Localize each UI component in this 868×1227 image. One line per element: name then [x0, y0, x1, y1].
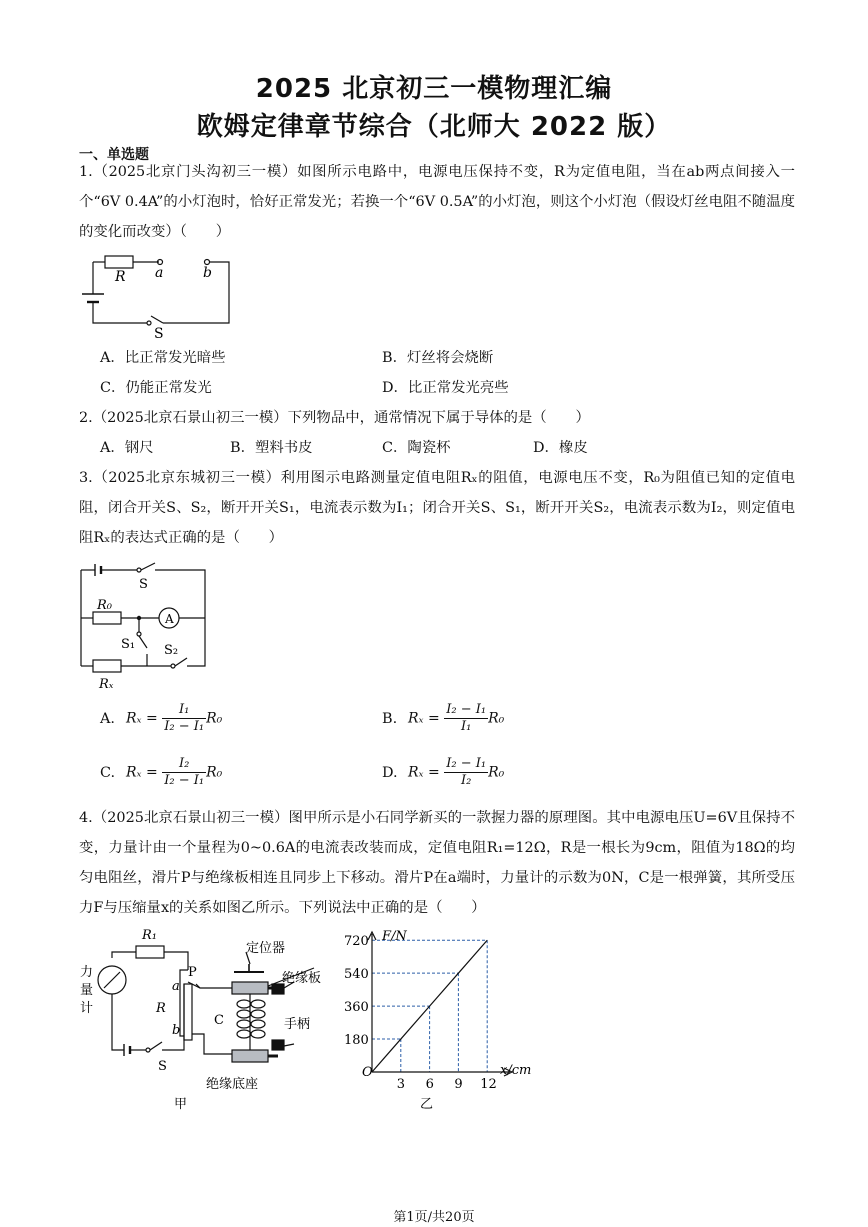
x-tick-label: 12	[480, 1077, 497, 1092]
insulator-plate	[232, 982, 268, 994]
label-insulator-plate: 绝缘板	[282, 971, 322, 986]
label-locator: 定位器	[246, 941, 286, 956]
circuit-figure-q1	[79, 252, 239, 338]
origin-label: O	[362, 1065, 373, 1080]
force-compression-chart	[344, 924, 544, 1114]
fraction: $\frac{\text{I₂}}{\text{I₂ − I₁}}$	[164, 756, 205, 788]
x-tick-label: 3	[396, 1077, 406, 1092]
fraction: $\frac{\text{I₂ − I₁}}{\text{I₂}}$	[446, 756, 487, 788]
question-number: 4.	[79, 810, 93, 826]
figure-caption-yi: 乙	[420, 1097, 434, 1112]
label-b: b	[203, 265, 212, 281]
label-a: a	[172, 979, 180, 994]
y-tick-label: 540	[344, 967, 369, 983]
q3-option-a[interactable]: A. Rₓ = $\frac{\text{I₁}}{\text{I₂ − I₁}}$ R₀	[100, 702, 223, 734]
fraction: $\frac{\text{I₂ − I₁}}{\text{I₁}}$	[446, 702, 487, 734]
question-body: （2025北京门头沟初三一模）如图所示电路中，电源电压保持不变，R为定值电阻，当在ab两点间接入一个“6V 0.4A”的小灯泡时，恰好正常发光；若换一个“6V 0.5A”的小灯泡，则这个小灯泡（假设灯丝电阻不随温度的变化而改变）（ ）	[79, 164, 795, 240]
label-s: S	[158, 1059, 167, 1074]
question-2-text	[79, 403, 795, 433]
handle-lower	[272, 1040, 284, 1050]
resistor-r0	[93, 612, 121, 624]
label-rx: Rₓ	[99, 677, 114, 690]
y-tick-label: 720	[344, 934, 369, 950]
page-footer: 第1页/共20页	[393, 1210, 475, 1225]
grip-circuit-figure	[76, 924, 338, 1114]
q2-option-b[interactable]: B．塑料书皮	[230, 440, 313, 456]
x-tick-label: 6	[425, 1077, 434, 1092]
fraction: $\frac{\text{I₁}}{\text{I₂ − I₁}}$	[164, 702, 205, 734]
label-s1: S₁	[121, 637, 136, 652]
label-r: R	[115, 269, 126, 285]
label-b: b	[172, 1023, 181, 1038]
question-body: （2025北京东城初三一模）利用图示电路测量定值电阻Rₓ的阻值，电源电压不变，R₀为阻值已知的定值电阻，闭合开关S、S₂，断开开关S₁，电流表示数为I₁；闭合开关S、S₁，断开开关S₂，电流表示数为I₂，则定值电阻Rₓ的表达式正确的是（ ）	[79, 470, 795, 546]
meter-label-1: 力	[80, 965, 94, 980]
circuit-figure-q3	[79, 556, 211, 690]
question-4-text	[79, 803, 795, 923]
label-s: S	[139, 577, 148, 592]
doc-title-line1: 2025 北京初三一模物理汇编	[255, 74, 613, 104]
label-s2: S₂	[164, 643, 179, 658]
label-r: R	[156, 1001, 166, 1016]
q2-option-d[interactable]: D．橡皮	[533, 440, 588, 456]
label-s: S	[154, 326, 164, 338]
y-axis-label: F/N	[382, 929, 407, 944]
insulator-base	[232, 1050, 268, 1062]
meter-label-3: 计	[80, 1001, 94, 1016]
label-c: C	[214, 1013, 224, 1028]
label-base: 绝缘底座	[206, 1077, 259, 1092]
figure-caption-jia: 甲	[174, 1097, 188, 1112]
section-heading: 一、单选题	[79, 147, 149, 163]
meter-label-2: 量	[80, 983, 94, 998]
question-3-text	[79, 463, 795, 553]
resistor-r1	[136, 946, 164, 958]
question-number: 1.	[79, 164, 93, 180]
q2-option-a[interactable]: A．钢尺	[100, 440, 154, 456]
q1-option-b[interactable]: B．灯丝将会烧断	[382, 350, 494, 366]
question-body: （2025北京石景山初三一模）图甲所示是小石同学新买的一款握力器的原理图。其中电源电压U=6V且保持不变，力量计由一个量程为0~0.6A的电流表改装而成，定值电阻R₁=12Ω，R是一根长为9cm，阻值为18Ω的均匀电阻丝，滑片P与绝缘板相连且同步上下移动。滑片P在a端时，力量计的示数为0N，C是一根弹簧，其所受压力F与压缩量x的关系如图乙所示。下列说法中正确的是（ ）	[79, 810, 795, 916]
resistor-rx	[93, 660, 121, 672]
q1-option-a[interactable]: A．比正常发光暗些	[100, 350, 226, 366]
question-1-text	[79, 157, 795, 247]
label-r0: R₀	[97, 598, 112, 613]
question-number: 2.	[79, 410, 93, 426]
x-axis-label: x/cm	[500, 1063, 532, 1078]
switch-s-blade	[151, 316, 163, 323]
q3-option-b[interactable]: B. Rₓ = $\frac{\text{I₂ − I₁}}{\text{I₁}}$ R₀	[382, 702, 505, 734]
q2-option-c[interactable]: C．陶瓷杯	[382, 440, 451, 456]
doc-title-line2: 欧姆定律章节综合（北师大 2022 版）	[196, 112, 672, 142]
resistor-r	[105, 256, 133, 268]
question-body: （2025北京石景山初三一模）下列物品中，通常情况下属于导体的是（ ）	[92, 410, 590, 426]
q3-option-c[interactable]: C. Rₓ = $\frac{\text{I₂}}{\text{I₂ − I₁}}$ R₀	[100, 756, 223, 788]
y-tick-label: 360	[344, 1000, 369, 1016]
resistor-wire-r	[184, 984, 192, 1040]
q1-option-d[interactable]: D．比正常发光亮些	[382, 380, 509, 396]
label-r1: R₁	[142, 928, 157, 943]
question-number: 3.	[79, 470, 93, 486]
ammeter-symbol: A	[165, 612, 174, 626]
q1-option-c[interactable]: C．仍能正常发光	[100, 380, 212, 396]
label-p: P	[188, 965, 197, 980]
y-tick-label: 180	[344, 1033, 369, 1049]
label-handle: 手柄	[284, 1017, 311, 1032]
x-tick-label: 9	[454, 1077, 463, 1092]
q3-option-d[interactable]: D. Rₓ = $\frac{\text{I₂ − I₁}}{\text{I₂}}$ R₀	[382, 756, 505, 788]
label-a: a	[155, 265, 164, 281]
